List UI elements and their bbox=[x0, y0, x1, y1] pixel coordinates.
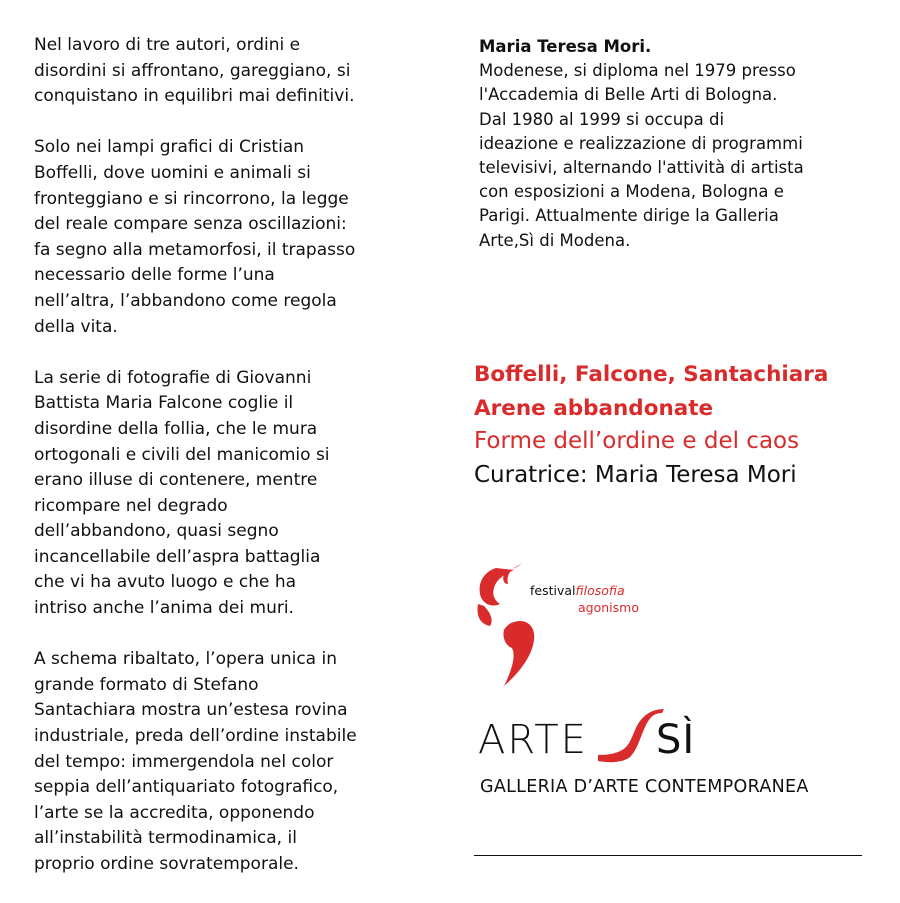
festival-name bbox=[530, 583, 625, 598]
text-line: seppia dell’antiquariato fotografico, bbox=[34, 777, 339, 798]
arte-si-logo bbox=[478, 705, 858, 805]
text-line: ricompare nel degrado bbox=[34, 495, 228, 516]
text-line: grande formato di Stefano bbox=[34, 674, 259, 695]
text-line: intriso anche l’anima dei muri. bbox=[34, 598, 294, 619]
text-line: Solo nei lampi grafici di Cristian bbox=[34, 137, 305, 158]
si-wordmark: SÌ bbox=[656, 717, 696, 763]
curator-name: Maria Teresa Mori. bbox=[479, 37, 652, 56]
bio-line: ideazione e realizzazione di programmi bbox=[479, 133, 803, 153]
festival-filosofia-logo bbox=[474, 560, 674, 690]
festival-theme: agonismo bbox=[578, 600, 639, 615]
exhibition-curator: Curatrice: Maria Teresa Mori bbox=[474, 461, 797, 488]
text-line: ortogonali e civili del manicomio si bbox=[34, 444, 330, 465]
divider-line bbox=[474, 855, 862, 856]
text-line: all’instabilità termodinamica, il bbox=[34, 828, 297, 849]
bio-line: Modenese, si diploma nel 1979 presso bbox=[479, 61, 796, 81]
bio-line: Dal 1980 al 1999 si occupa di bbox=[479, 109, 725, 129]
text-line: fronteggiano e si rincorrono, la legge bbox=[34, 188, 349, 209]
text-line: Nel lavoro di tre autori, ordini e bbox=[34, 35, 301, 55]
text-line: industriale, preda dell’ordine instabile bbox=[34, 726, 357, 747]
text-line: del tempo: immergendola nel color bbox=[34, 751, 334, 772]
text-line: disordini si affrontano, gareggiano, si bbox=[34, 60, 351, 81]
text-line: Santachiara mostra un’estesa rovina bbox=[34, 700, 348, 721]
exhibition-artists: Boffelli, Falcone, Santachiara bbox=[474, 362, 829, 387]
text-line: erano illuse di contenere, mentre bbox=[34, 470, 318, 491]
text-line: A schema ribaltato, l’opera unica in bbox=[34, 649, 337, 670]
essay-paragraph-2 bbox=[34, 135, 404, 340]
text-line: proprio ordine sovratemporale. bbox=[34, 854, 299, 874]
essay-paragraph-4 bbox=[34, 647, 404, 877]
text-line: Battista Maria Falcone coglie il bbox=[34, 393, 294, 414]
bio-line: Parigi. Attualmente dirige la Galleria bbox=[479, 206, 779, 226]
bio-line: l'Accademia di Belle Arti di Bologna. bbox=[479, 85, 778, 105]
text-line: del reale compare senza oscillazioni: bbox=[34, 214, 347, 235]
text-line: La serie di fotografie di Giovanni bbox=[34, 367, 312, 388]
bio-line: Arte,Sì di Modena. bbox=[479, 230, 631, 250]
quotation-mark-icon bbox=[474, 560, 554, 690]
bio-line: televisivi, alternando l'attività di artista bbox=[479, 158, 804, 178]
bio-line: con esposizioni a Modena, Bologna e bbox=[479, 182, 784, 202]
text-line: necessario delle forme l’una bbox=[34, 265, 275, 286]
essay-paragraph-3 bbox=[34, 366, 404, 622]
text-line: della vita. bbox=[34, 316, 118, 337]
curator-bio bbox=[479, 35, 879, 253]
text-line: Boffelli, dove uomini e animali si bbox=[34, 162, 311, 183]
text-line: che vi ha avuto luogo e che ha bbox=[34, 572, 297, 593]
essay-paragraph-1 bbox=[34, 33, 404, 110]
text-line: disordine della follia, che le mura bbox=[34, 418, 318, 439]
text-line: conquistano in equilibri mai definitivi. bbox=[34, 86, 355, 107]
text-line: l’arte se la accredita, opponendo bbox=[34, 802, 315, 823]
exhibition-title: Arene abbandonate bbox=[474, 395, 714, 421]
text-line: dell’abbandono, quasi segno bbox=[34, 521, 279, 542]
text-line: nell’altra, l’abbandono come regola bbox=[34, 290, 337, 311]
essay-column bbox=[34, 33, 404, 903]
text-line: fa segno alla metamorfosi, il trapasso bbox=[34, 239, 356, 260]
text-line: incancellabile dell’aspra battaglia bbox=[34, 546, 321, 567]
festival-name-italic: filosofia bbox=[575, 583, 625, 598]
exhibition-title-block bbox=[474, 358, 894, 492]
exhibition-subtitle: Forme dell’ordine e del caos bbox=[474, 428, 800, 454]
arte-wordmark: ARTE bbox=[478, 717, 588, 763]
festival-name-plain: festival bbox=[530, 583, 576, 598]
gallery-tagline: GALLERIA D’ARTE CONTEMPORANEA bbox=[480, 777, 809, 797]
